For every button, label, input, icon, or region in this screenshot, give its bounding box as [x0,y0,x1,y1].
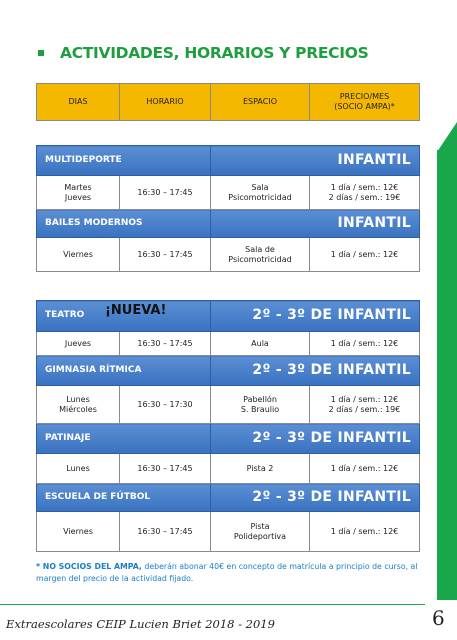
precio-line: 2 días / sem.: 19€ [328,404,401,414]
page-heading-text: ACTIVIDADES, HORARIOS Y PRECIOS [60,44,369,62]
cell-dias: Jueves [37,332,120,356]
cell-horario: 16:30 – 17:30 [120,386,211,424]
square-bullet-icon [38,50,44,56]
espacio-line: Psicomotricidad [228,254,292,264]
cell-horario: 16:30 – 17:45 [120,332,211,356]
section-bailes [37,210,420,238]
section-name: MULTIDEPORTE [37,146,211,176]
section-name-cell [37,301,211,332]
cell-precio [310,386,420,424]
espacio-line: S. Braulio [240,404,280,414]
espacio-line: Polideportiva [233,531,287,541]
section-tag: 2º - 3º DE INFANTIL [211,356,420,386]
section-patinaje [37,424,420,454]
section-tag: INFANTIL [211,210,420,238]
footer-text: Extraescolares CEIP Lucien Briet 2018 - 2019 [6,617,275,631]
espacio-line: Pista [250,521,270,531]
footnote-rest: deberán abonar 40€ en concepto de matrícula a principio de curso, al margen del precio de la actividad fijado. [36,562,418,584]
table-row [37,332,420,356]
dias-line: Lunes [66,394,90,404]
cell-precio: 1 día / sem.: 12€ [310,512,420,552]
footnote-bold: * NO SOCIOS DEL AMPA, [36,562,142,571]
cell-espacio [211,512,310,552]
section-name: GIMNASIA RÍTMICA [37,356,211,386]
table-row [37,454,420,484]
cell-dias [37,176,120,210]
section-tag: 2º - 3º DE INFANTIL [211,301,420,332]
cell-precio: 1 día / sem.: 12€ [310,238,420,272]
header-dias: DIAS [37,84,120,121]
section-tag: 2º - 3º DE INFANTIL [211,484,420,512]
cell-espacio: Pista 2 [211,454,310,484]
precio-line: 2 días / sem.: 19€ [328,192,401,202]
header-precio [310,84,420,121]
espacio-line: Pabellón [243,394,277,404]
cell-espacio [211,176,310,210]
section-tag: 2º - 3º DE INFANTIL [211,424,420,454]
footnote [36,561,426,585]
section-name: BAILES MODERNOS [37,210,211,238]
precio-line: 1 día / sem.: 12€ [330,182,399,192]
footer-divider [0,604,425,605]
table-row [37,176,420,210]
table-row [37,238,420,272]
precio-line: 1 día / sem.: 12€ [330,394,399,404]
section-gimnasia [37,356,420,386]
cell-precio: 1 día / sem.: 12€ [310,332,420,356]
dias-line: Jueves [64,192,92,202]
table-row [37,386,420,424]
header-row [37,84,420,121]
espacio-line: Sala [251,182,269,192]
header-espacio: ESPACIO [211,84,310,121]
section-multideporte [37,146,420,176]
header-table [36,83,420,121]
header-precio-line2: (SOCIO AMPA)* [334,102,395,111]
cell-dias: Lunes [37,454,120,484]
cell-espacio: Aula [211,332,310,356]
cell-precio [310,176,420,210]
green-side-bar [437,150,457,600]
cell-dias: Viernes [37,238,120,272]
cell-precio: 1 día / sem.: 12€ [310,454,420,484]
cell-dias: Viernes [37,512,120,552]
cell-horario: 16:30 – 17:45 [120,238,211,272]
espacio-line: Sala de [245,244,275,254]
cell-espacio [211,386,310,424]
cell-espacio [211,238,310,272]
green-corner-triangle [437,122,457,152]
cell-horario: 16:30 – 17:45 [120,512,211,552]
page-heading [36,40,436,66]
header-horario: HORARIO [120,84,211,121]
infantil-table [36,145,420,272]
cell-horario: 16:30 – 17:45 [120,454,211,484]
cell-dias [37,386,120,424]
table-row [37,512,420,552]
espacio-line: Psicomotricidad [228,192,292,202]
new-badge: ¡NUEVA! [105,303,167,318]
infantil-2-3-table [36,300,420,552]
section-teatro [37,301,420,332]
dias-line: Martes [64,182,92,192]
section-tag: INFANTIL [211,146,420,176]
dias-line: Miércoles [59,404,97,414]
section-name: TEATRO [45,310,85,321]
section-name: ESCUELA DE FÚTBOL [37,484,211,512]
header-precio-line1: PRECIO/MES [339,92,390,101]
page-number: 6 [432,606,445,630]
section-futbol [37,484,420,512]
cell-horario: 16:30 – 17:45 [120,176,211,210]
section-name: PATINAJE [37,424,211,454]
